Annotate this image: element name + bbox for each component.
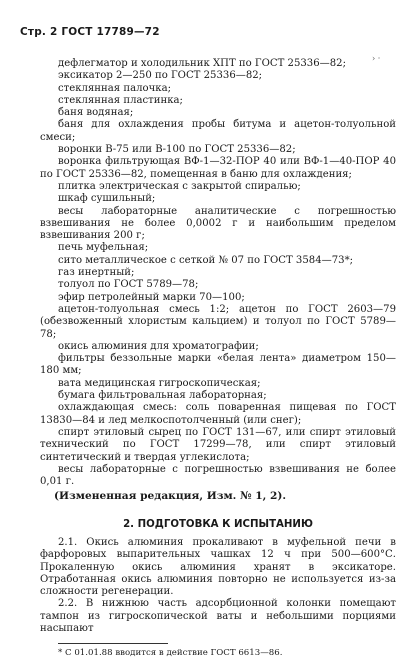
footnote-divider — [58, 643, 168, 644]
page-content — [40, 58, 396, 659]
list-item: весы лабораторные с погрешностью взвешивания не более 0,01 г. — [40, 463, 396, 488]
edition-note: (Измененная редакция, Изм. № 1, 2). — [54, 490, 287, 503]
paragraph: 2.1. Окись алюминия прокаливают в муфельной печи в фарфоровых выпарительных чашках 12 ч при 500—600°С. Прокаленную окись алюминия хранят в эксикаторе. Отработанная окись алюминия повторно не используется из-за сложности регенерации. — [40, 536, 396, 598]
list-item: весы лабораторные аналитические с погрешностью взвешивания не более 0,0002 г и наибольшим пределом взвешивания 200 г; — [40, 205, 396, 242]
list-item: баня для охлаждения пробы битума и ацетон-толуольной смеси; — [40, 119, 396, 143]
list-item: эксикатор 2—250 по ГОСТ 25336—82; — [58, 70, 263, 82]
list-item: шкаф сушильный; — [58, 193, 156, 205]
page-header: Стр. 2 ГОСТ 17789—72 — [20, 26, 160, 38]
list-item: воронки В-75 или В-100 по ГОСТ 25336—82; — [58, 144, 296, 156]
section-heading: 2. ПОДГОТОВКА К ИСПЫТАНИЮ — [123, 518, 313, 530]
list-item: окись алюминия для хроматографии; — [58, 340, 259, 352]
list-item: плитка электрическая с закрытой спиралью; — [58, 180, 301, 192]
list-item: эфир петролейный марки 70—100; — [58, 291, 245, 303]
list-item: стеклянная пластинка; — [58, 94, 183, 106]
list-item: охлаждающая смесь: соль поваренная пищевая по ГОСТ 13830—84 и лед мелкоспотолченный (или снег); — [40, 402, 396, 426]
list-item: спирт этиловый сырец по ГОСТ 131—67, или спирт этиловый технический по ГОСТ 17299—78, или спирт этиловый синтетический и твердая углекислота; — [40, 426, 396, 463]
equipment-list — [40, 58, 396, 488]
list-item: газ инертный; — [58, 267, 135, 279]
list-item: бумага фильтровальная лабораторная; — [58, 390, 267, 402]
list-item: ацетон-толуольная смесь 1:2; ацетон по ГОСТ 2603—79 (обезвоженный хлористым кальцием) и толуол по ГОСТ 5789—78; — [40, 303, 396, 340]
list-item: стеклянная палочка; — [58, 82, 171, 94]
paragraph: 2.2. В нижнюю часть адсорбционной колонки помещают тампон из гигроскопической ваты и небольшими порциями насыпают — [40, 598, 396, 635]
list-item: дефлегматор и холодильник ХПТ по ГОСТ 25336—82; — [58, 58, 346, 69]
list-item: фильтры беззольные марки «белая лента» диаметром 150—180 мм; — [40, 353, 396, 377]
footnote: * С 01.01.88 вводится в действие ГОСТ 6613—86. — [58, 648, 283, 659]
list-item: воронка фильтрующая ВФ-1—32-ПОР 40 или ВФ-1—40-ПОР 40 по ГОСТ 25336—82, помещенная в баню для охлаждения; — [40, 156, 396, 180]
list-item: вата медицинская гигроскопическая; — [58, 377, 261, 389]
scan-marks: › · — [372, 54, 381, 63]
list-item: печь муфельная; — [58, 242, 149, 254]
list-item: толуол по ГОСТ 5789—78; — [58, 279, 199, 291]
section-body — [40, 537, 396, 635]
list-item: сито металлическое с сеткой № 07 по ГОСТ 3584—73*; — [58, 254, 354, 266]
list-item: баня водяная; — [58, 107, 134, 119]
